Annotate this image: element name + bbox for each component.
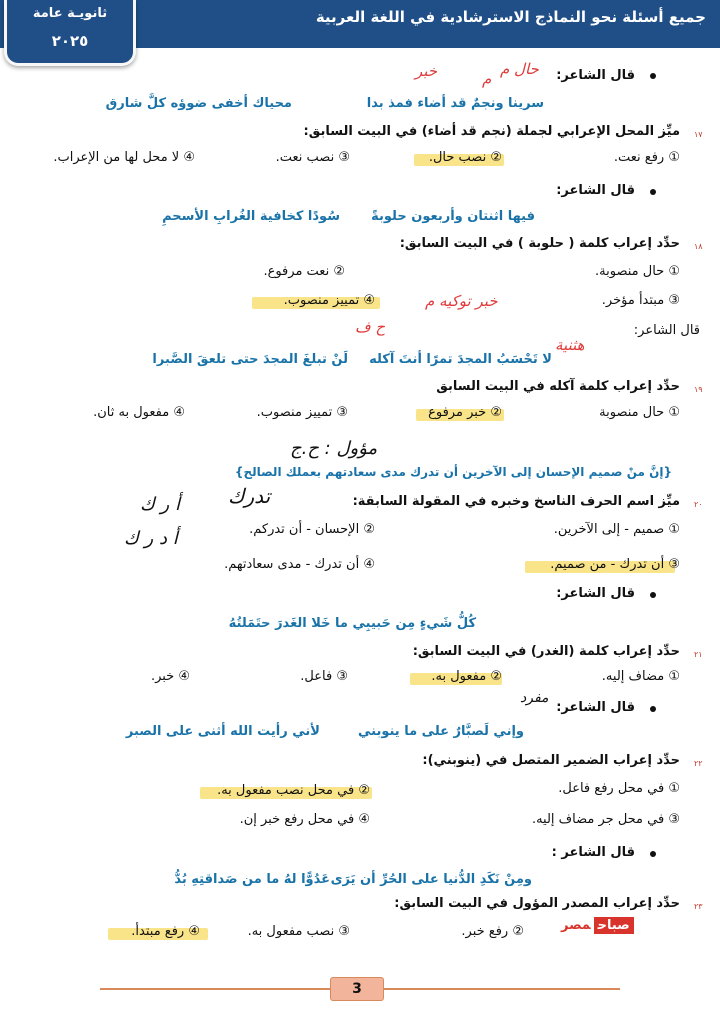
grade-badge (4, 0, 136, 66)
q20-option-4[interactable] (224, 557, 375, 572)
option-marker: ④ (358, 812, 370, 827)
option-text: لا محل لها من الإعراب. (53, 150, 180, 165)
q21-number: ٢١ (694, 650, 703, 659)
option-marker: ② (363, 522, 375, 537)
option-marker: ① (668, 669, 680, 684)
option-text: خبر. (150, 669, 175, 684)
option-text: أن تدرك - من صميم. (550, 557, 665, 572)
option-marker: ③ (338, 150, 350, 165)
q22-option-1[interactable] (558, 781, 680, 796)
option-marker: ① (668, 781, 680, 796)
footer-divider-left (100, 988, 330, 990)
option-marker: ③ (668, 557, 680, 572)
q17-option-1[interactable] (614, 150, 680, 165)
q20-number: ٢٠ (694, 500, 703, 509)
q23-number: ٢٣ (694, 902, 703, 911)
q22-option-4[interactable] (240, 812, 370, 827)
q17-option-4[interactable] (53, 150, 195, 165)
q21-prompt: حدِّد إعراب كلمة (الغدر) في البيت السابق: (412, 644, 680, 659)
q20-quote: {إنَّ منْ صميم الإحسان إلى الآخرين أن تدرك مدى سعادتهم بعملك الصالح} (234, 465, 672, 479)
option-text: خبر مرفوع (428, 405, 487, 420)
q22-number: ٢٢ (694, 759, 703, 768)
handwritten-note: ح ف (355, 318, 385, 336)
q18-prompt: حدِّد إعراب كلمة ( حلوبة ) في البيت السابق: (399, 236, 680, 251)
watermark-part-b: مصر (561, 918, 591, 933)
page-number: 3 (330, 977, 384, 1001)
option-text: أن تدرك - مدى سعادتهم. (224, 557, 360, 572)
q21-option-2[interactable] (431, 669, 502, 684)
option-marker: ④ (363, 557, 375, 572)
q18-verse-first-half: فيها اثنتان وأربعون حلوبةً (371, 209, 535, 224)
option-marker: ③ (336, 669, 348, 684)
option-marker: ④ (363, 293, 375, 308)
bullet (650, 592, 656, 598)
option-text: صميم - إلى الآخرين. (553, 522, 665, 537)
handwritten-note: مفرد (520, 690, 549, 706)
handwritten-note: هثنية (555, 336, 585, 354)
option-text: في محل رفع فاعل. (558, 781, 665, 796)
option-marker: ② (490, 669, 502, 684)
q22-verse-second-half: لأني رأيت الله أثنى على الصبر (125, 724, 320, 739)
bullet (650, 73, 656, 79)
option-marker: ④ (178, 669, 190, 684)
option-text: رفع مبتدأ. (131, 924, 185, 939)
q21-option-3[interactable] (300, 669, 348, 684)
q17-number: ١٧ (694, 130, 703, 139)
q19-verse-second-half: لَنْ تبلغَ المجدَ حتى تلعقَ الصَّبرا (152, 352, 348, 367)
handwritten-note: خبر توكيه م (425, 292, 498, 310)
option-text: نصب حال. (428, 150, 487, 165)
q18-number: ١٨ (694, 242, 703, 251)
q23-intro: قال الشاعر : (551, 845, 635, 860)
q18-option-2[interactable] (263, 264, 345, 279)
option-text: رفع نعت. (613, 150, 665, 165)
option-marker: ③ (338, 924, 350, 939)
option-text: فاعل. (300, 669, 333, 684)
q19-prompt: حدِّد إعراب كلمة آكله في البيت السابق (436, 379, 680, 394)
bullet (650, 706, 656, 712)
option-text: حال منصوبة (599, 405, 665, 420)
q23-option-4[interactable] (131, 924, 200, 939)
q19-option-4[interactable] (93, 405, 185, 420)
q19-intro: قال الشاعر: (633, 323, 700, 338)
option-marker: ③ (668, 812, 680, 827)
handwritten-note: أ د ر ك (124, 528, 178, 549)
footer-divider-right (384, 988, 620, 990)
q17-verse-second-half: محياك أخفى ضوؤه كلَّ شارق (105, 96, 292, 111)
option-marker: ③ (336, 405, 348, 420)
option-marker: ④ (183, 150, 195, 165)
q19-verse-first-half: لا تَحْسَبُ المجدَ تمرًا أنتَ آكله (369, 352, 552, 367)
watermark-part-a: صباح (594, 917, 634, 934)
option-text: مبتدأ مؤخر. (601, 293, 665, 308)
option-marker: ① (668, 150, 680, 165)
q22-option-3[interactable] (532, 812, 680, 827)
badge-year: ٢٠٢٥ (51, 32, 89, 50)
option-marker: ① (668, 522, 680, 537)
q19-option-3[interactable] (257, 405, 348, 420)
bullet (650, 851, 656, 857)
handwritten-note: م (482, 70, 492, 88)
q21-option-1[interactable] (602, 669, 680, 684)
watermark-logo (558, 918, 634, 933)
option-text: الإحسان - أن تدركم. (249, 522, 360, 537)
option-marker: ④ (173, 405, 185, 420)
q17-prompt: ميِّز المحل الإعرابي لجملة (نجم قد أضاء) في البيت السابق: (303, 124, 680, 139)
q20-option-3[interactable] (550, 557, 680, 572)
option-text: في محل رفع خبر إن. (239, 812, 355, 827)
q20-prompt: ميِّز اسم الحرف الناسخ وخبره في المقولة السابقة: (352, 494, 680, 509)
option-marker: ④ (188, 924, 200, 939)
option-marker: ② (490, 405, 502, 420)
handwritten-note: حال م (500, 60, 539, 78)
q17-option-2[interactable] (429, 150, 502, 165)
q23-verse-first-half: ومِنْ نَكَدِ الدُّنيا على الحُرِّ أن يَرَى (330, 872, 532, 887)
option-text: مفعول به ثان. (93, 405, 170, 420)
q18-intro: قال الشاعر: (556, 183, 635, 198)
option-text: في محل جر مضاف إليه. (531, 812, 665, 827)
q17-option-3[interactable] (276, 150, 350, 165)
option-text: نصب مفعول به. (247, 924, 335, 939)
q18-option-4[interactable] (284, 293, 375, 308)
q17-intro: قال الشاعر: (556, 68, 635, 83)
handwritten-note: مؤول : ح.ج (290, 438, 378, 459)
q20-option-2[interactable] (249, 522, 375, 537)
option-text: نصب نعت. (275, 150, 335, 165)
q23-prompt: حدِّد إعراب المصدر المؤول في البيت السابق: (394, 896, 680, 911)
option-text: مضاف إليه. (601, 669, 665, 684)
option-text: نعت مرفوع. (263, 264, 330, 279)
q18-verse-second-half: سُودًا كخافية الغُرابِ الأسحمِ (162, 209, 340, 224)
option-marker: ② (512, 924, 524, 939)
option-text: في محل نصب مفعول به. (217, 783, 355, 798)
q17-verse-first-half: سرينا ونجمٌ قد أضاء فمذ بدا (366, 96, 544, 111)
badge-grade-label: ثانويـة عامة (32, 6, 108, 21)
q22-intro: قال الشاعر: (556, 700, 635, 715)
option-text: مفعول به. (431, 669, 487, 684)
option-text: تمييز منصوب. (283, 293, 360, 308)
option-marker: ③ (668, 293, 680, 308)
q23-option-3[interactable] (248, 924, 350, 939)
option-marker: ② (333, 264, 345, 279)
option-marker: ② (490, 150, 502, 165)
q22-verse-first-half: وإني لَصبَّارٌ على ما ينوبني (358, 724, 524, 739)
option-text: حال منصوبة. (595, 264, 665, 279)
q19-option-2[interactable] (428, 405, 502, 420)
q18-option-3[interactable] (602, 293, 680, 308)
handwritten-note: خبر (415, 62, 438, 80)
option-marker: ① (668, 264, 680, 279)
bullet (650, 189, 656, 195)
q23-verse-second-half: عَدُوًّا لهُ ما من صَداقتِهِ بُدُّ (174, 872, 330, 887)
q21-intro: قال الشاعر: (556, 586, 635, 601)
q19-number: ١٩ (694, 385, 703, 394)
option-text: رفع خبر. (461, 924, 509, 939)
option-marker: ② (358, 783, 370, 798)
q20-option-1[interactable] (554, 522, 680, 537)
option-text: تمييز منصوب. (256, 405, 333, 420)
q21-verse: كُلُّ شَيءٍ مِن حَبيبِي ما خَلا الغَدرَ حتَمَلتُهُ (228, 616, 476, 631)
q19-option-1[interactable] (599, 405, 680, 420)
page-title: جميع أسئلة نحو النماذج الاسترشادية في اللغة العربية (315, 8, 706, 26)
q22-prompt: حدِّد إعراب الضمير المتصل في (ينوبني): (422, 753, 680, 768)
handwritten-note: تدرك (228, 484, 271, 508)
q21-option-4[interactable] (151, 669, 190, 684)
q22-option-2[interactable] (217, 783, 370, 798)
handwritten-note: أ ر ك (140, 494, 180, 515)
q18-option-1[interactable] (595, 264, 680, 279)
q23-option-2[interactable] (461, 924, 524, 939)
option-marker: ① (668, 405, 680, 420)
